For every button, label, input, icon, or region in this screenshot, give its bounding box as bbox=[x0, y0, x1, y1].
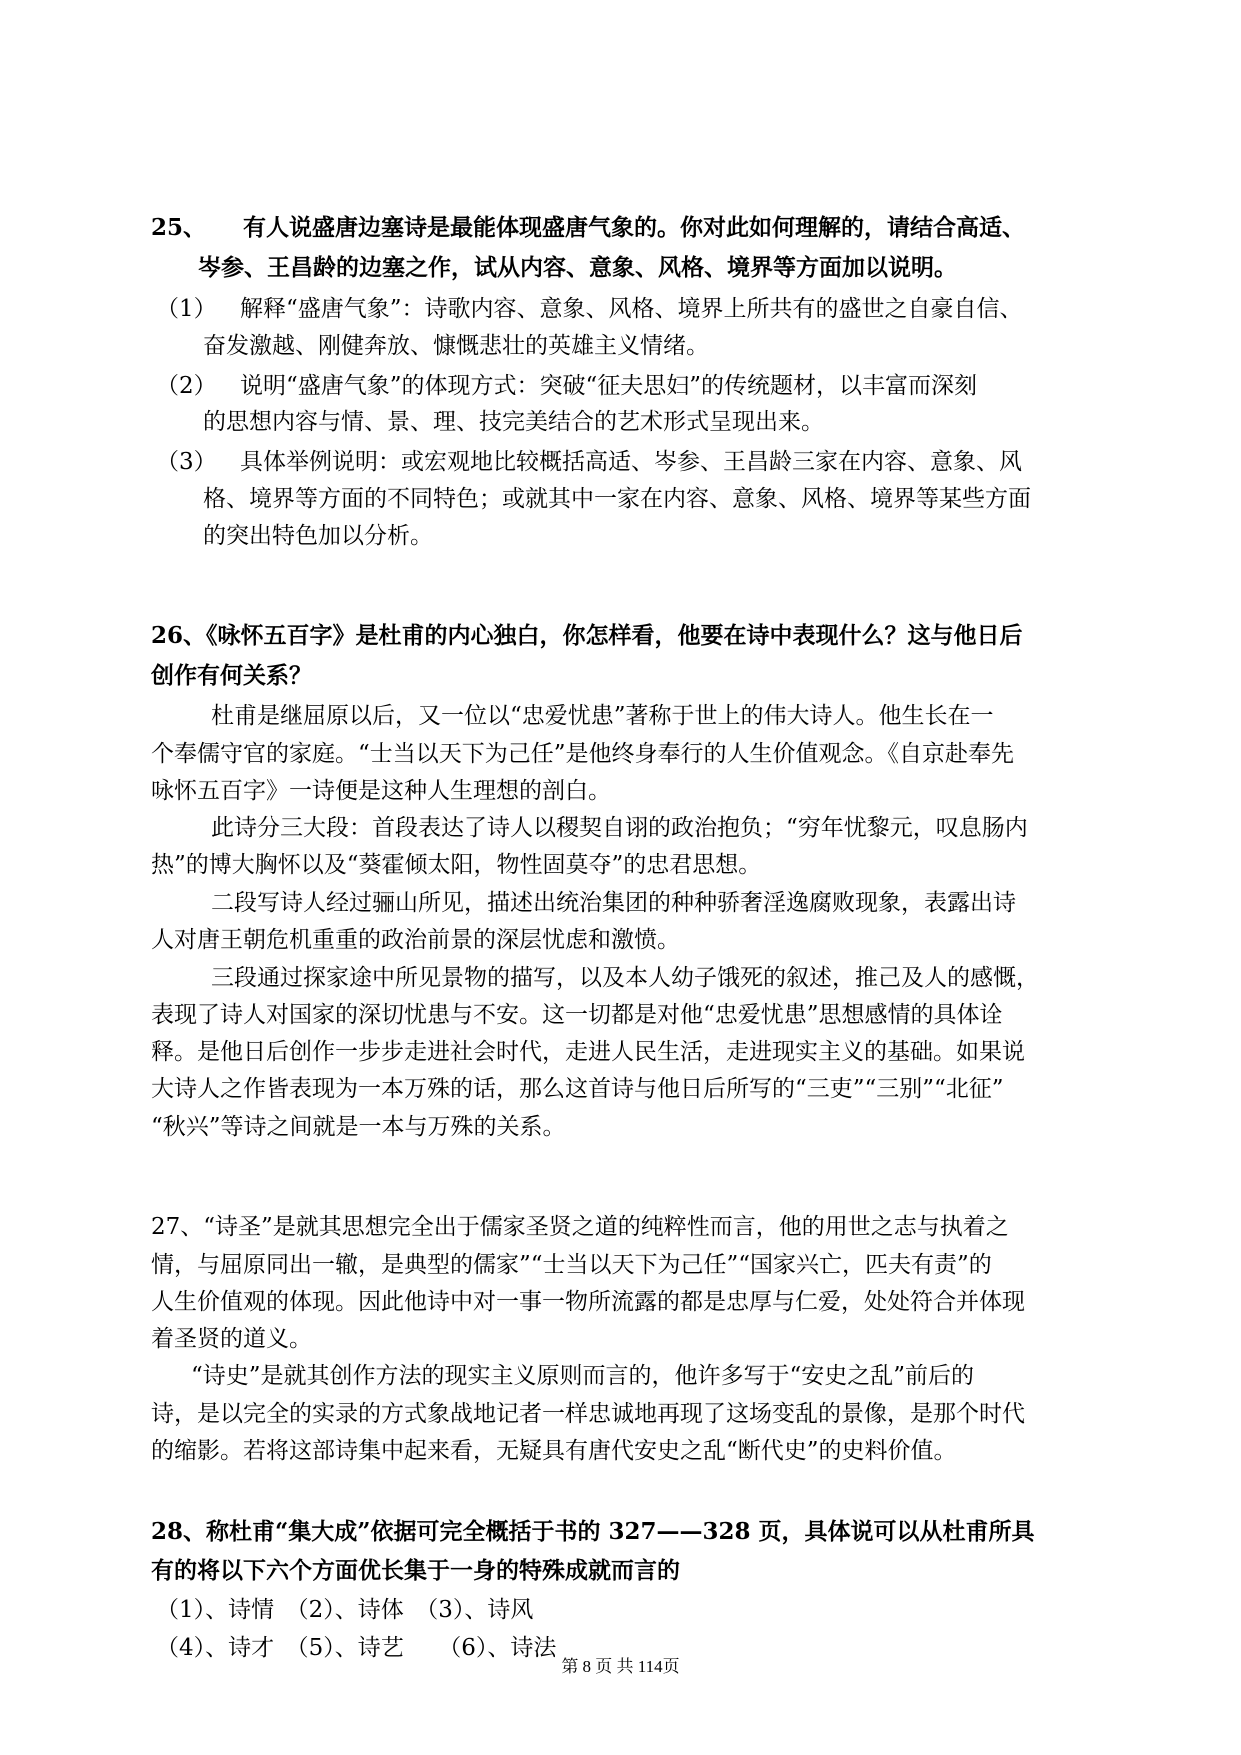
q28-items-row2: （4）、诗才 （5）、诗艺 （6）、诗法 bbox=[156, 1635, 557, 1661]
q25-item3-line2: 格、境界等方面的不同特色；或就其中一家在内容、意象、风格、境界等某些方面 bbox=[203, 486, 1031, 512]
q26-body-line: 人对唐王朝危机重重的政治前景的深层忧虑和激愤。 bbox=[151, 927, 680, 953]
q26-body-line: 大诗人之作皆表现为一本万殊的话，那么这首诗与他日后所写的“三吏”“三别”“北征” bbox=[151, 1076, 1004, 1102]
q25-item2-line2: 的思想内容与情、景、理、技完美结合的艺术形式呈现出来。 bbox=[203, 409, 824, 435]
q25-item3-line3: 的突出特色加以分析。 bbox=[203, 523, 433, 549]
q26-body-line: 咏怀五百字》一诗便是这种人生理想的剖白。 bbox=[151, 778, 611, 804]
q26-body-line: 热”的博大胸怀以及“葵霍倾太阳，物性固莫夺”的忠君思想。 bbox=[151, 852, 762, 878]
q27-body-line: 诗，是以完全的实录的方式象战地记者一样忠诚地再现了这场变乱的景像，是那个时代 bbox=[151, 1401, 1025, 1427]
q26-body-line: 释。是他日后创作一步步走进社会时代，走进人民生活，走进现实主义的基础。如果说 bbox=[151, 1039, 1025, 1065]
q26-body-line: 此诗分三大段：首段表达了诗人以稷契自诩的政治抱负；“穷年忧黎元，叹息肠内 bbox=[211, 815, 1028, 841]
q28-question-line2: 有的将以下六个方面优长集于一身的特殊成就而言的 bbox=[151, 1557, 680, 1584]
q26-body-line: “秋兴”等诗之间就是一本与万殊的关系。 bbox=[151, 1114, 566, 1140]
q26-body-line: 三段通过探家途中所见景物的描写，以及本人幼子饿死的叙述，推己及人的感慨， bbox=[211, 965, 1039, 991]
q27-body-line: “诗史”是就其创作方法的现实主义原则而言的，他许多写于“安史之乱”前后的 bbox=[191, 1363, 975, 1389]
q27-body-line: 情，与屈原同出一辙，是典型的儒家”“士当以天下为己任”“国家兴亡，匹夫有责”的 bbox=[151, 1252, 992, 1278]
q25-item2-marker: （2） bbox=[156, 373, 217, 399]
q26-body-line: 二段写诗人经过骊山所见，描述出统治集团的种种骄奢淫逸腐败现象，表露出诗 bbox=[211, 890, 1016, 916]
q25-item1-line2: 奋发激越、刚健奔放、慷慨悲壮的英雄主义情绪。 bbox=[203, 333, 709, 359]
q26-body-line: 个奉儒守官的家庭。“士当以天下为己任”是他终身奉行的人生价值观念。《自京赴奉先 bbox=[151, 741, 1015, 767]
q25-item3-marker: （3） bbox=[156, 449, 217, 475]
q27-body-line: 着圣贤的道义。 bbox=[151, 1326, 312, 1352]
q26-question-line1: 26、《咏怀五百字》是杜甫的内心独白，你怎样看，他要在诗中表现什么？这与他日后 bbox=[151, 622, 1023, 649]
q25-item1-line1: 解释“盛唐气象”：诗歌内容、意象、风格、境界上所共有的盛世之自豪自信、 bbox=[240, 296, 1023, 322]
q28-question-line1: 28、称杜甫“集大成”依据可完全概括于书的 327——328 页，具体说可以从杜甫所具 bbox=[151, 1518, 1035, 1545]
q25-question-line2: 岑参、王昌龄的边塞之作，试从内容、意象、风格、境界等方面加以说明。 bbox=[198, 254, 957, 281]
q25-item1-marker: （1） bbox=[156, 296, 217, 322]
q25-item2-line1: 说明“盛唐气象”的体现方式：突破“征夫思妇”的传统题材，以丰富而深刻 bbox=[240, 373, 978, 399]
q26-question-line2: 创作有何关系？ bbox=[151, 662, 312, 689]
q27-body-line: 人生价值观的体现。因此他诗中对一事一物所流露的都是忠厚与仁爱，处处符合并体现 bbox=[151, 1289, 1025, 1315]
q25-number: 25、 bbox=[151, 214, 207, 241]
q25-question-line1: 有人说盛唐边塞诗是最能体现盛唐气象的。你对此如何理解的，请结合高适、 bbox=[243, 214, 1025, 241]
q26-body-line: 表现了诗人对国家的深切忧患与不安。这一切都是对他“忠爱忧患”思想感情的具体诠 bbox=[151, 1002, 1003, 1028]
q26-body-line: 杜甫是继屈原以后，又一位以“忠爱忧患”著称于世上的伟大诗人。他生长在一 bbox=[211, 703, 994, 729]
q25-item3-line1: 具体举例说明：或宏观地比较概括高适、岑参、王昌龄三家在内容、意象、风 bbox=[240, 449, 1022, 475]
q27-body-line: 27、“诗圣”是就其思想完全出于儒家圣贤之道的纯粹性而言，他的用世之志与执着之 bbox=[151, 1214, 1009, 1240]
q27-body-line: 的缩影。若将这部诗集中起来看，无疑具有唐代安史之乱“断代史”的史料价值。 bbox=[151, 1438, 957, 1464]
q28-items-row1: （1）、诗情 （2）、诗体 （3）、诗风 bbox=[156, 1597, 534, 1623]
page-footer: 第 8 页 共 114页 bbox=[561, 1657, 680, 1676]
